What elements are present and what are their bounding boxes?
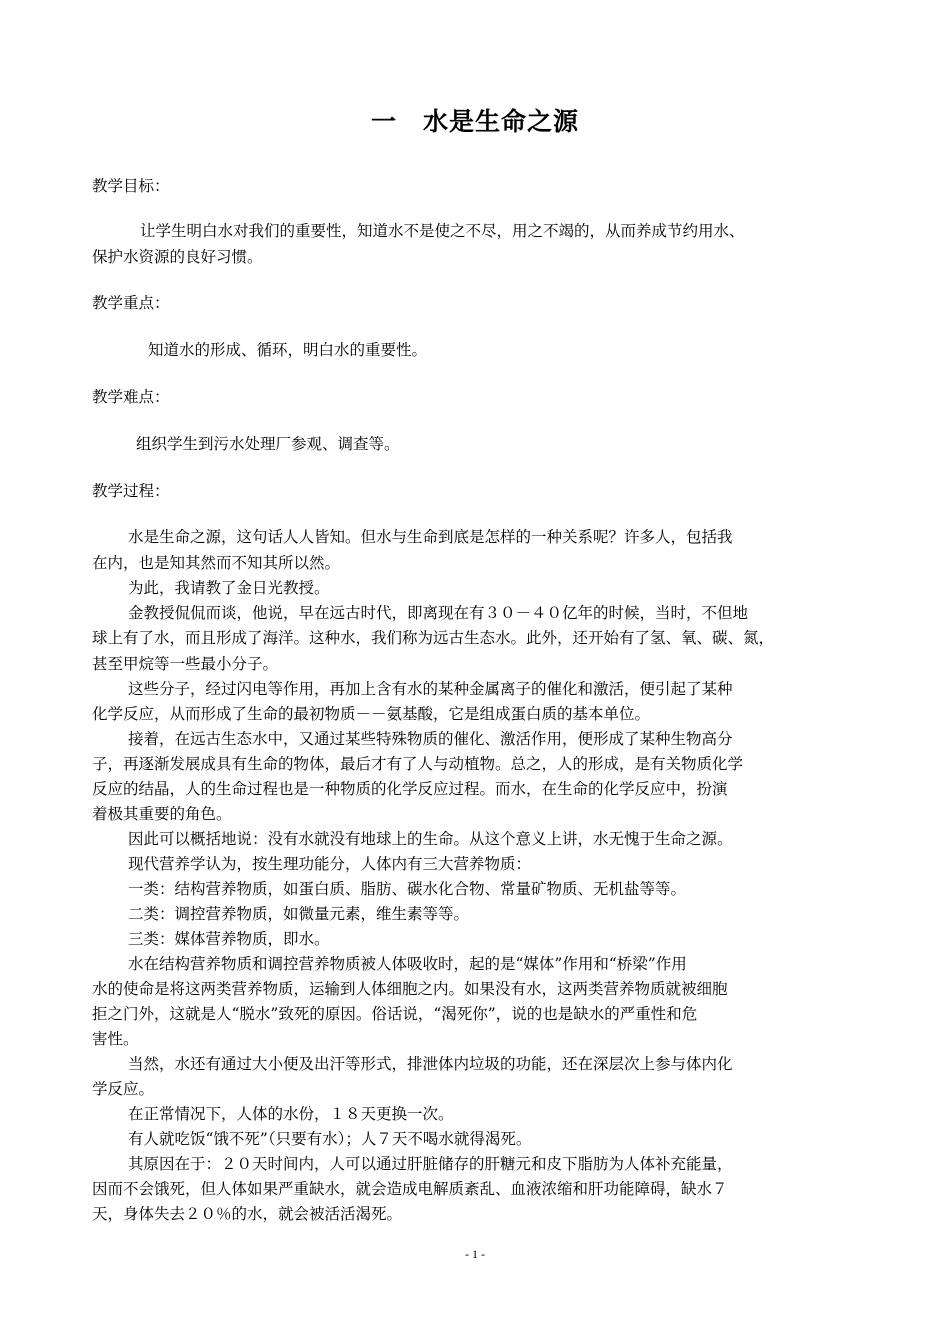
body-line: 有人就吃饭“饿不死”（只要有水）；人７天不喝水就得渴死。 <box>128 1130 532 1148</box>
body-line: 金教授侃侃而谈，他说，早在远古时代，即离现在有３０－４０亿年的时候，当时，不但地 <box>128 604 749 622</box>
body-line: 因而不会饿死，但人体如果严重缺水，就会造成电解质紊乱、血液浓缩和肝功能障碍，缺水７ <box>92 1180 728 1198</box>
body-line: 其原因在于：２０天时间内，人可以通过肝脏储存的肝糖元和皮下脂肪为人体补充能量， <box>128 1155 733 1173</box>
body-line: 化学反应，从而形成了生命的最初物质－－氨基酸，它是组成蛋白质的基本单位。 <box>92 705 651 723</box>
body-line: 天，身体失去２０％的水，就会被活活渴死。 <box>92 1205 403 1223</box>
body-line: 现代营养学认为，按生理功能分，人体内有三大营养物质： <box>128 855 532 873</box>
body-line: 在正常情况下，人体的水份，１８天更换一次。 <box>128 1105 454 1123</box>
page-number: - 1 - <box>465 1247 485 1261</box>
body-line: 接着，在远古生态水中，又通过某些特殊物质的催化、激活作用，便形成了某种生物高分 <box>128 730 733 748</box>
goal-text-line: 保护水资源的良好习惯。 <box>92 248 263 266</box>
body-line: 为此，我请教了金日光教授。 <box>128 579 330 597</box>
body-line: 着极其重要的角色。 <box>92 805 232 823</box>
body-line: 反应的结晶，人的生命过程也是一种物质的化学反应过程。而水，在生命的化学反应中，扮演 <box>92 780 728 798</box>
goal-text-line: 让学生明白水对我们的重要性，知道水不是使之不尽，用之不竭的，从而养成节约用水、 <box>140 222 745 240</box>
process-heading: 教学过程： <box>92 482 170 500</box>
body-line: 这些分子，经过闪电等作用，再加上含有水的某种金属离子的催化和激活，便引起了某种 <box>128 680 733 698</box>
body-line: 甚至甲烷等一些最小分子。 <box>92 655 279 673</box>
body-line: 在内，也是知其然而不知其所以然。 <box>92 554 341 572</box>
focus-text: 知道水的形成、循环，明白水的重要性。 <box>148 341 428 359</box>
body-line: 拒之门外，这就是人“脱水”致死的原因。俗话说，“渴死你”，说的也是缺水的严重性和危 <box>92 1005 698 1023</box>
focus-heading: 教学重点： <box>92 294 170 312</box>
body-line: 二类：调控营养物质，如微量元素，维生素等等。 <box>128 905 470 923</box>
goal-heading: 教学目标： <box>92 177 170 195</box>
body-line: 子，再逐渐发展成具有生命的物体，最后才有了人与动植物。总之，人的形成，是有关物质化学 <box>92 755 744 773</box>
body-line: 球上有了水，而且形成了海洋。这种水，我们称为远古生态水。此外，还开始有了氢、氧、碳、氮， <box>92 629 775 647</box>
difficulty-heading: 教学难点： <box>92 388 170 406</box>
page-title: 一 水是生命之源 <box>370 107 579 136</box>
body-line: 因此可以概括地说：没有水就没有地球上的生命。从这个意义上讲，水无愧于生命之源。 <box>128 830 733 848</box>
body-line: 害性。 <box>92 1030 139 1048</box>
body-line: 水在结构营养物质和调控营养物质被人体吸收时，起的是“媒体”作用和“桥梁”作用 <box>128 955 687 973</box>
body-line: 水是生命之源，这句话人人皆知。但水与生命到底是怎样的一种关系呢？许多人，包括我 <box>128 528 733 546</box>
body-line: 学反应。 <box>92 1080 155 1098</box>
body-line: 三类：媒体营养物质，即水。 <box>128 930 330 948</box>
body-line: 当然，水还有通过大小便及出汗等形式，排泄体内垃圾的功能，还在深层次上参与体内化 <box>128 1055 733 1073</box>
difficulty-text: 组织学生到污水处理厂参观、调查等。 <box>136 435 400 453</box>
body-line: 水的使命是将这两类营养物质，运输到人体细胞之内。如果没有水，这两类营养物质就被细胞 <box>92 980 728 998</box>
body-line: 一类：结构营养物质，如蛋白质、脂肪、碳水化合物、常量矿物质、无机盐等等。 <box>128 880 687 898</box>
